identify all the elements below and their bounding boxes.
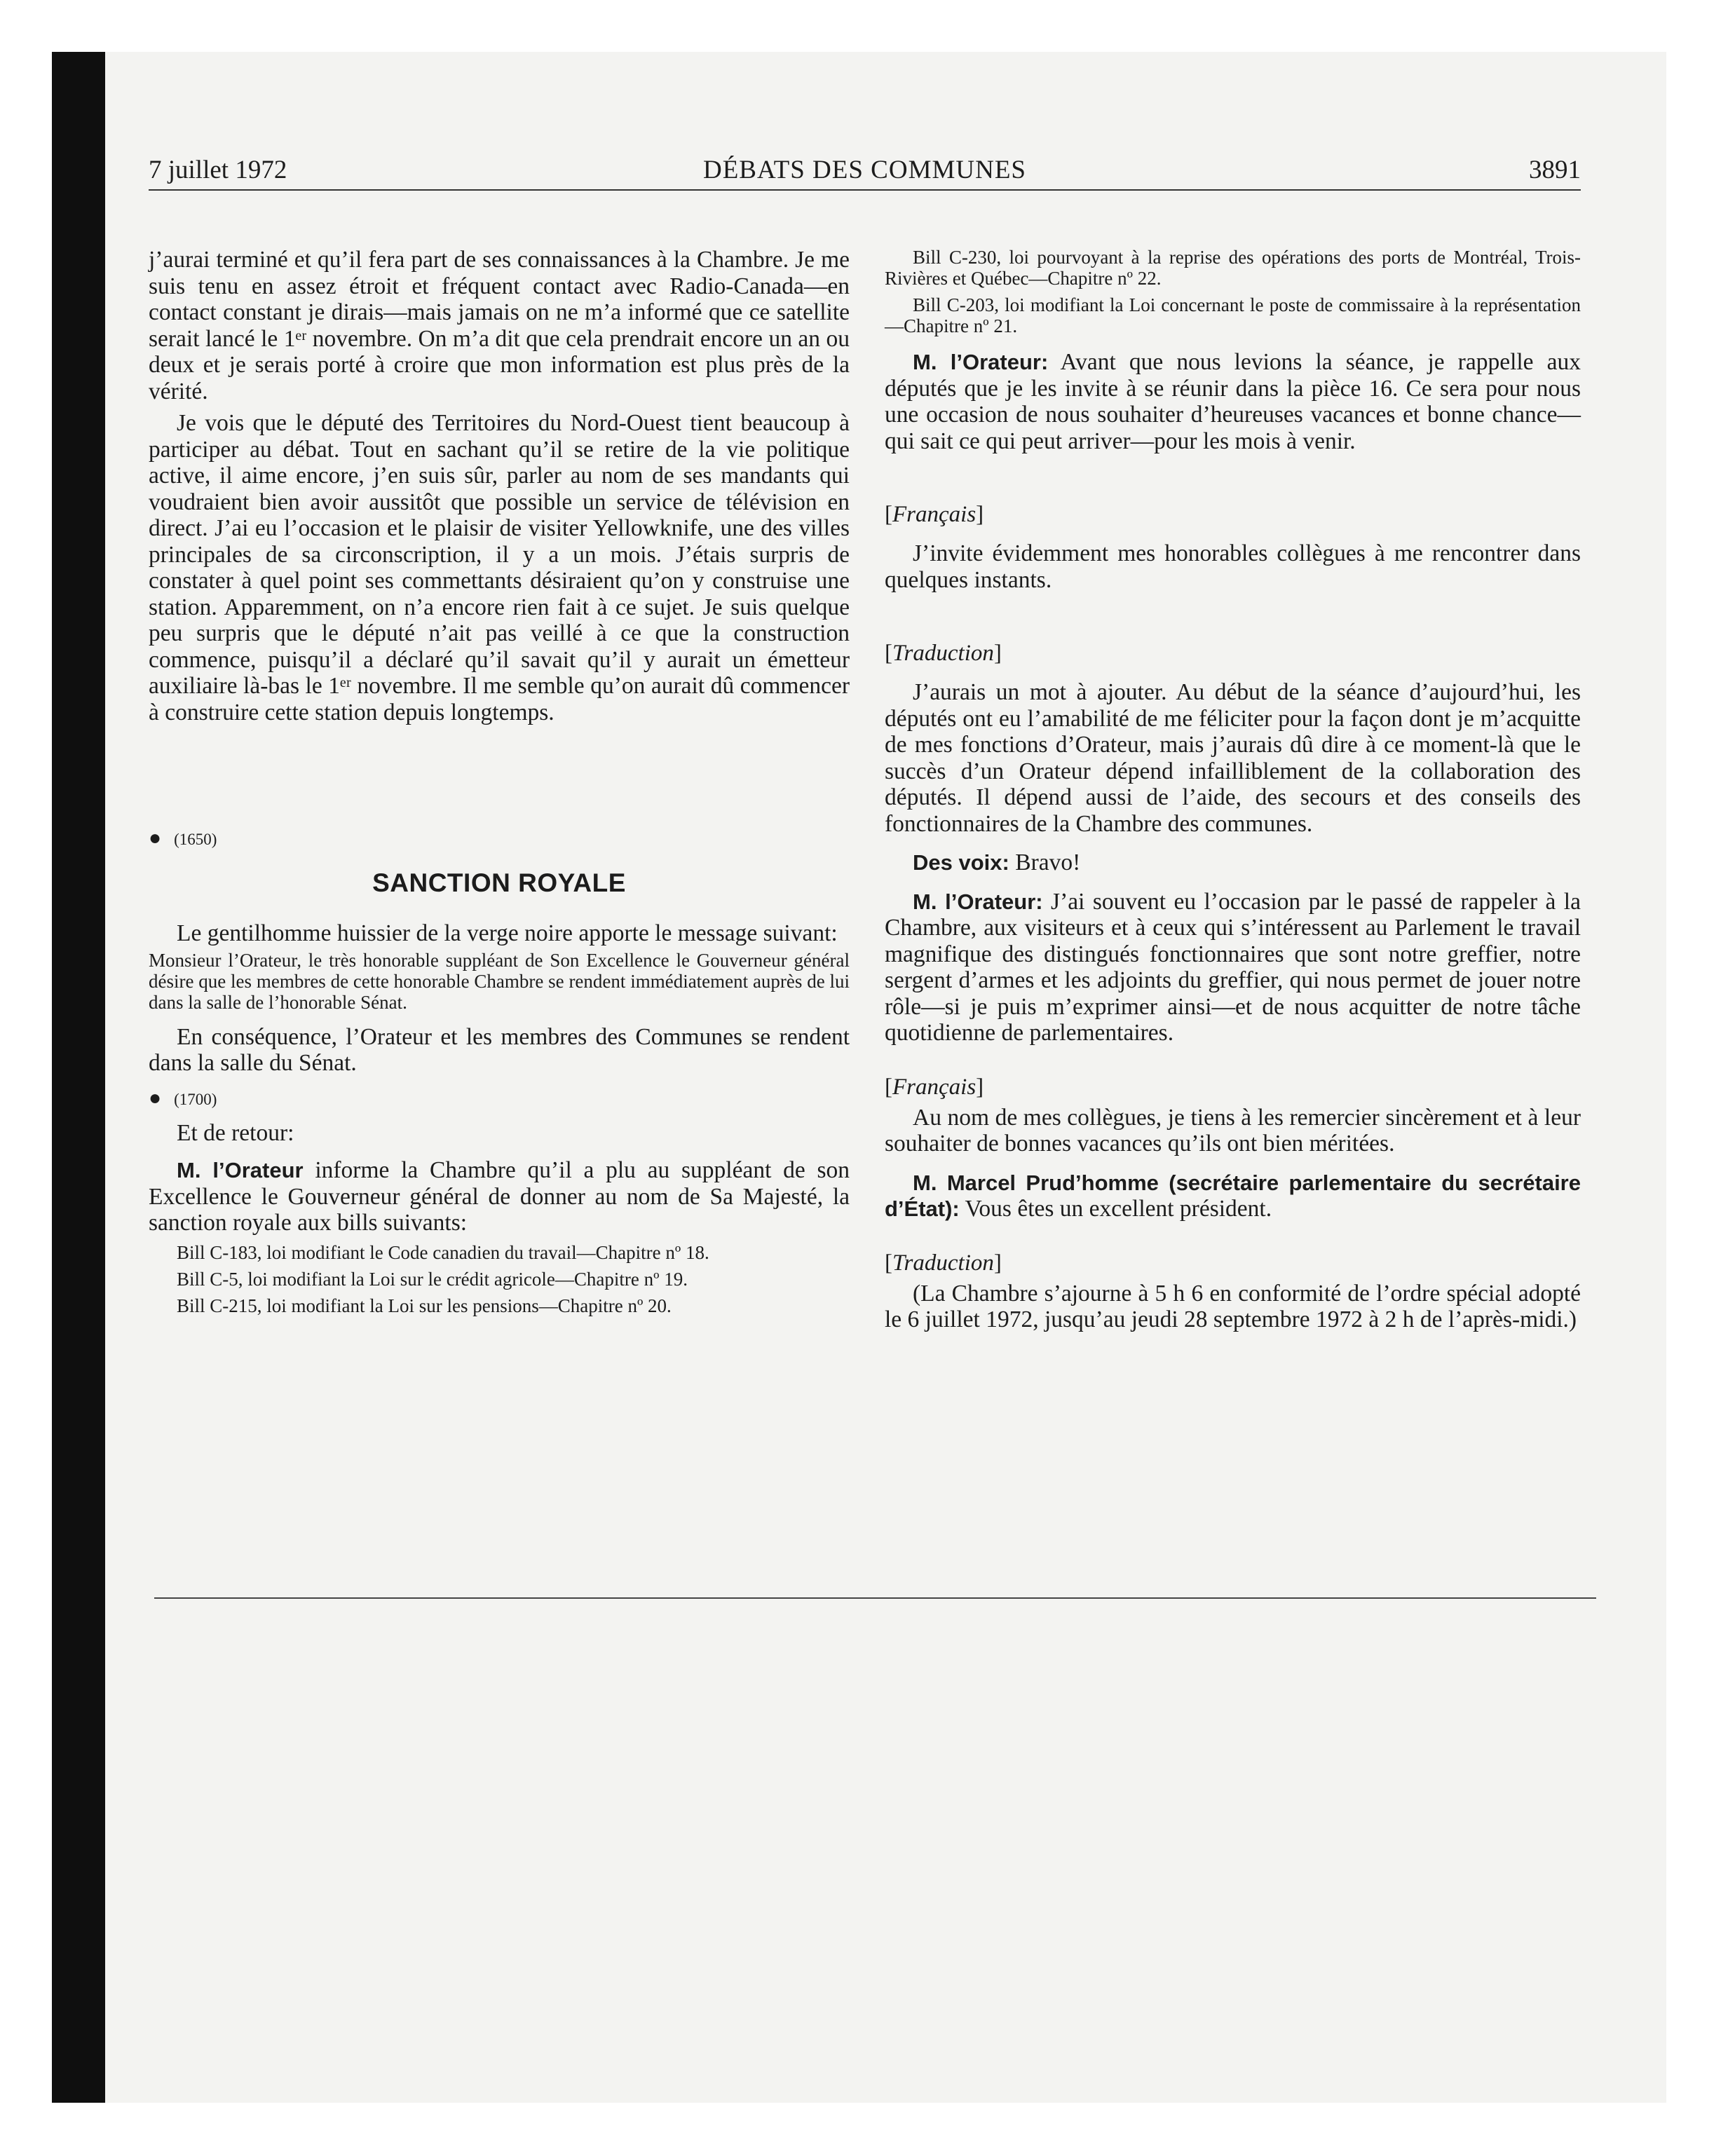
header-title: DÉBATS DES COMMUNES <box>702 156 1026 184</box>
language-label: Français <box>892 502 977 527</box>
left-column <box>149 247 850 1316</box>
language-label: Traduction <box>892 641 994 666</box>
time-marker-text: (1700) <box>174 1090 217 1108</box>
speaker-name: M. l’Orateur: <box>913 889 1043 914</box>
speech-text: Avant que nous levions la séance, je rappelle aux députés que je les invite à se réunir dans la pièce 16. Ce sera pour nous une occasion de nous souhaiter d’heureuses vacances et bonne chance—qui sait ce qui peut arriver—pour les mois à venir. <box>885 349 1581 454</box>
speaker-name: Des voix: <box>913 850 1009 875</box>
bill-item: Bill C-230, loi pourvoyant à la reprise des opérations des ports de Montréal, Trois-Rivières et Québec—Chapitre nº 22. <box>885 247 1581 289</box>
time-marker-text: (1650) <box>174 831 217 848</box>
paragraph: J’aurais un mot à ajouter. Au début de la séance d’aujourd’hui, les députés ont eu l’amabilité de me féliciter pour la façon dont je m’acquitte de mes fonctions d’Orateur, mais j’aurais dû dire à ce moment-là que le succès d’un Orateur dépend infailliblement de la collaboration des députés. Il dépend aussi de l’aide, des secours et des conseils des fonctionnaires de la Chambre des communes. <box>885 679 1581 837</box>
language-marker: [Traduction] <box>885 641 1002 666</box>
paragraph: Au nom de mes collègues, je tiens à les remercier sincèrement et à leur souhaiter de bonnes vacances qu’ils ont bien méritées. <box>885 1104 1581 1157</box>
paragraph: Et de retour: <box>177 1119 294 1146</box>
royal-message: Monsieur l’Orateur, le très honorable suppléant de Son Excellence le Gouverneur général désire que les membres de cette honorable Chambre se rendent immédiatement auprès de lui dans la salle de l’honorable Sénat. <box>149 949 850 1013</box>
paragraph: j’aurai terminé et qu’il fera part de ses connaissances à la Chambre. Je me suis tenu en assez étroit et fréquent contact avec Radio-Canada—en contact constant je dirais—mais jamais on ne m’a informé que ce satellite serait lancé le 1ᵉʳ novembre. On m’a dit que cela prendrait encore un an ou deux et je serais porté à croire que mon information est plus près de la vérité. <box>149 247 850 404</box>
language-marker: [Français] <box>885 1074 984 1100</box>
paragraph <box>885 850 1581 876</box>
running-header <box>149 153 1581 191</box>
language-label: Traduction <box>892 1250 994 1276</box>
time-marker <box>149 828 850 850</box>
speech-text: Bravo! <box>1009 850 1081 875</box>
paragraph: (La Chambre s’ajourne à 5 h 6 en conformité de l’ordre spécial adopté le 6 juillet 1972, jusqu’au jeudi 28 septembre 1972 à 2 h de l’après-midi.) <box>885 1280 1581 1332</box>
right-column <box>885 247 1581 1333</box>
time-marker <box>149 1088 850 1110</box>
paragraph: En conséquence, l’Orateur et les membres des Communes se rendent dans la salle du Sénat. <box>149 1023 850 1076</box>
language-marker: [Traduction] <box>885 1250 1002 1276</box>
header-date: 7 juillet 1972 <box>149 156 287 184</box>
paragraph: Je vois que le député des Territoires du Nord-Ouest tient beaucoup à participer au débat. Tout en sachant qu’il se retire de la vie politique active, il aime encore, j’en suis sûr, parler au nom de ses mandants qui voudraient bien avoir aussitôt que possible un service de télévision en direct. J’ai eu l’occasion et le plaisir de visiter Yellowknife, une des villes principales de sa circonscription, il y a un mois. J’étais surpris de constater à quel point ses commettants désiraient qu’on y construise une station. Apparemment, on n’a encore rien fait à ce sujet. Je suis quelque peu surpris que le député n’ait pas veillé à ce que la construction commence, puisqu’il a déclaré qu’il savait qu’il y aurait un émetteur auxiliaire là-bas le 1ᵉʳ novembre. Il me semble qu’on aurait dû commencer à construire cette station depuis longtemps. <box>149 410 850 725</box>
speech-text: Vous êtes un excellent président. <box>959 1196 1272 1222</box>
language-label: Français <box>892 1074 977 1100</box>
bullet-icon: ● <box>149 1086 162 1110</box>
section-title: SANCTION ROYALE <box>372 868 626 897</box>
paragraph <box>885 349 1581 454</box>
binding-edge <box>52 52 105 2103</box>
footer-rule <box>154 1597 1596 1599</box>
speech-text: informe la Chambre qu’il a plu au suppléant de son Excellence le Gouverneur général de donner au nom de Sa Majesté, la sanction royale aux bills suivants: <box>149 1157 850 1236</box>
speech-text: J’ai souvent eu l’occasion par le passé de rappeler à la Chambre, aux visiteurs et à ceux qui s’intéressent au Parlement le travail magnifique des distingués fonctionnaires que sont notre greffier, notre sergent d’armes et les adjoints du greffier, qui nous permet de jouer notre rôle—si je puis m’exprimer ainsi—et de nous acquitter de notre tâche quotidienne de parlementaires. <box>885 888 1581 1046</box>
speaker-name: M. Marcel Prud’homme (secrétaire parlementaire du secrétaire d’État): <box>885 1170 1581 1221</box>
bill-item: Bill C-215, loi modifiant la Loi sur les pensions—Chapitre nº 20. <box>177 1295 672 1316</box>
speaker-name: M. l’Orateur <box>177 1158 304 1182</box>
paragraph <box>885 1170 1581 1222</box>
bill-item: Bill C-203, loi modifiant la Loi concernant le poste de commissaire à la représentation—Chapitre nº 21. <box>885 294 1581 336</box>
bill-item: Bill C-5, loi modifiant la Loi sur le crédit agricole—Chapitre nº 19. <box>177 1268 688 1290</box>
paragraph <box>885 889 1581 1046</box>
bill-item: Bill C-183, loi modifiant le Code canadien du travail—Chapitre nº 18. <box>177 1241 709 1263</box>
bullet-icon: ● <box>149 826 162 850</box>
page-number: 3891 <box>1529 156 1581 184</box>
speaker-name: M. l’Orateur: <box>913 350 1049 374</box>
language-marker: [Français] <box>885 502 984 527</box>
paragraph: Le gentilhomme huissier de la verge noire apporte le message suivant: <box>177 920 838 946</box>
paragraph <box>149 1157 850 1236</box>
paragraph: J’invite évidemment mes honorables collègues à me rencontrer dans quelques instants. <box>885 540 1581 593</box>
